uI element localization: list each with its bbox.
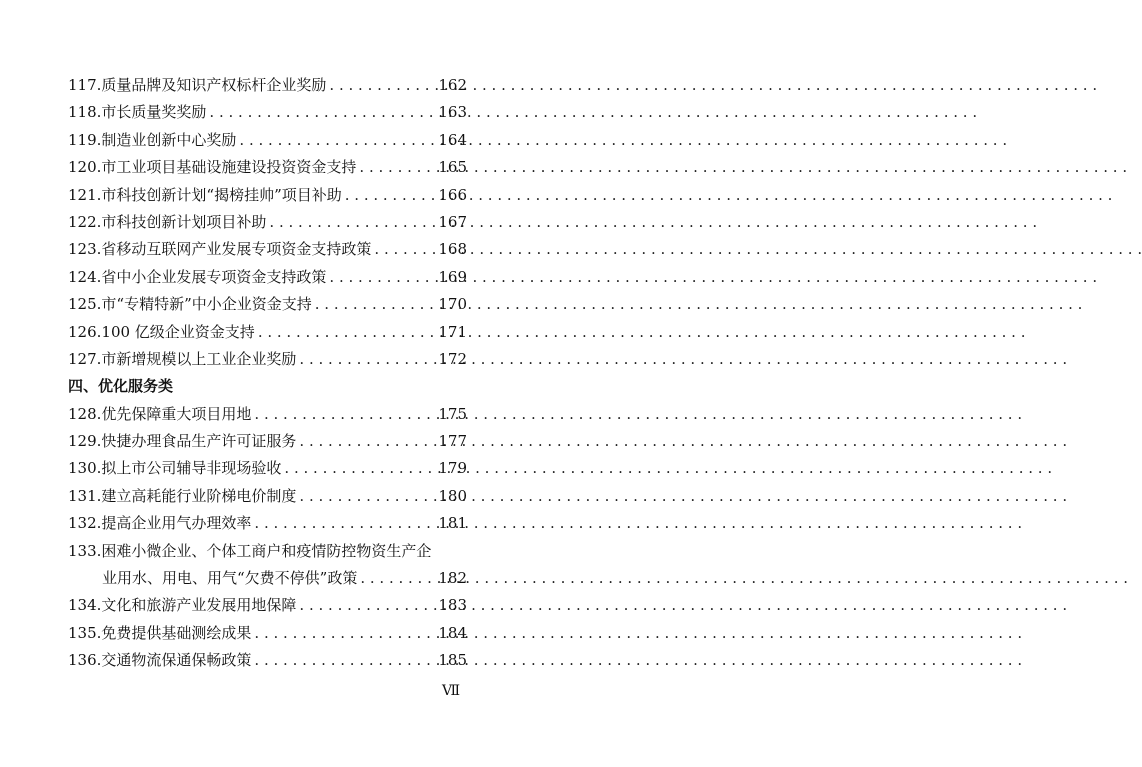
toc-entry-page: 162 — [438, 76, 467, 94]
toc-entry-number: 124. — [68, 267, 102, 286]
toc-entry-120 — [68, 154, 467, 181]
section-heading: 四、优化服务类 — [68, 377, 174, 396]
toc-entry-122 — [68, 209, 467, 236]
toc-entry-page: 183 — [438, 596, 467, 615]
toc-entry-126 — [68, 319, 467, 346]
toc-entry-number: 119. — [68, 130, 102, 149]
toc-entry-title: 市工业项目基础设施建设投资资金支持 — [101, 158, 357, 177]
toc-entry-title: 市“专精特新”中小企业资金支持 — [101, 295, 312, 314]
toc-entry-131 — [68, 483, 467, 510]
toc-entry-number: 120. — [68, 158, 102, 177]
toc-entry-title: 困难小微企业、个体工商户和疫情防控物资生产企 — [101, 541, 432, 560]
toc-entry-title: 市长质量奖奖励 — [101, 103, 207, 122]
toc-entry-number: 122. — [68, 212, 102, 231]
dot-leader — [296, 428, 438, 455]
toc-entry-number: 117. — [68, 76, 102, 94]
toc-entry-page: 167 — [438, 212, 467, 231]
toc-entry-title: 省移动互联网产业发展专项资金支持政策 — [101, 240, 372, 259]
dot-leader — [281, 455, 438, 482]
dot-leader — [326, 72, 438, 99]
toc-entry-page: 185 — [438, 651, 467, 670]
toc-entry-number: 118. — [68, 103, 102, 122]
toc-entry-title: 交通物流保通保畅政策 — [101, 651, 252, 670]
toc-entry-number: 121. — [68, 185, 102, 204]
toc-entry-title: 100 亿级企业资金支持 — [101, 322, 255, 341]
toc-entry-117 — [68, 72, 467, 99]
toc-entry-title: 快捷办理食品生产许可证服务 — [101, 432, 297, 451]
toc-entry-129 — [68, 428, 467, 455]
toc-entry-page: 166 — [438, 185, 467, 204]
toc-entry-title: 市科技创新计划项目补助 — [101, 212, 267, 231]
toc-entry-125 — [68, 291, 467, 318]
toc-entry-title: 提高企业用气办理效率 — [101, 514, 252, 533]
dot-leader — [251, 620, 438, 647]
dot-leader — [255, 319, 439, 346]
dot-leader — [236, 127, 438, 154]
toc-entry-121 — [68, 182, 467, 209]
dot-leader — [356, 154, 438, 181]
dot-leader — [251, 401, 438, 428]
toc-entry-title-continued: 业用水、用电、用气“欠费不停供”政策 — [102, 569, 358, 588]
toc-entry-number: 135. — [68, 623, 102, 642]
dot-leader — [296, 483, 438, 510]
toc-entry-number: 128. — [68, 404, 102, 423]
toc-entry-number: 125. — [68, 295, 102, 314]
toc-entry-136 — [68, 647, 467, 674]
toc-entry-124 — [68, 264, 467, 291]
toc-entry-page: 164 — [438, 130, 467, 149]
toc-entry-page: 168 — [438, 240, 467, 259]
toc-entry-number: 129. — [68, 432, 102, 451]
dot-leader — [251, 647, 438, 674]
toc-entry-title: 拟上市公司辅导非现场验收 — [101, 459, 282, 478]
toc-entry-number: 136. — [68, 651, 102, 670]
toc-entry-number: 132. — [68, 514, 102, 533]
toc-entry-page: 165 — [438, 158, 467, 177]
toc-entry-page: 182 — [438, 569, 467, 588]
dot-leader — [342, 182, 439, 209]
toc-entry-page: 170 — [438, 295, 467, 314]
toc-entry-page: 179 — [438, 459, 467, 478]
toc-entry-127 — [68, 346, 467, 373]
toc-entry-number: 123. — [68, 240, 102, 259]
toc-entry-133-line1 — [68, 538, 467, 565]
toc-entry-number: 134. — [68, 596, 102, 615]
dot-leader — [266, 209, 438, 236]
toc-entry-132 — [68, 510, 467, 537]
toc-entry-title: 文化和旅游产业发展用地保障 — [101, 596, 297, 615]
toc-entry-title: 质量品牌及知识产权标杆企业奖励 — [101, 76, 327, 94]
toc-entry-title: 市新增规模以上工业企业奖励 — [101, 349, 297, 368]
page-folio-number: Ⅶ — [442, 684, 462, 699]
dot-leader — [251, 510, 438, 537]
toc-entry-title: 优先保障重大项目用地 — [101, 404, 252, 423]
toc-entry-title: 建立高耗能行业阶梯电价制度 — [101, 486, 297, 505]
toc-entry-number: 131. — [68, 486, 102, 505]
toc-entry-page: 175 — [438, 404, 467, 423]
toc-entry-128 — [68, 401, 467, 428]
toc-entry-123 — [68, 236, 467, 263]
dot-leader — [206, 99, 438, 126]
toc-entry-134 — [68, 592, 467, 619]
toc-entry-page: 177 — [438, 432, 467, 451]
dot-leader — [296, 592, 438, 619]
toc-entry-130 — [68, 455, 467, 482]
dot-leader — [312, 291, 439, 318]
toc-entry-133-line2 — [68, 565, 467, 592]
toc-entry-page: 184 — [438, 623, 467, 642]
toc-entry-number: 127. — [68, 349, 102, 368]
toc-entry-number: 126. — [68, 322, 102, 341]
document-page — [0, 0, 528, 767]
toc-entry-number: 133. — [68, 541, 102, 560]
toc-entry-title: 制造业创新中心奖励 — [101, 130, 237, 149]
toc-entry-page: 163 — [438, 103, 467, 122]
dot-leader — [371, 236, 438, 263]
toc-entry-title: 免费提供基础测绘成果 — [101, 623, 252, 642]
dot-leader — [296, 346, 438, 373]
toc-entry-number: 130. — [68, 459, 102, 478]
toc-entry-page: 180 — [438, 486, 467, 505]
table-of-contents — [68, 72, 467, 675]
toc-entry-page: 172 — [438, 349, 467, 368]
toc-entry-title: 市科技创新计划“揭榜挂帅”项目补助 — [101, 185, 342, 204]
toc-entry-page: 169 — [438, 267, 467, 286]
dot-leader — [357, 565, 438, 592]
toc-entry-118 — [68, 99, 467, 126]
toc-entry-135 — [68, 620, 467, 647]
toc-entry-119 — [68, 127, 467, 154]
toc-entry-page: 171 — [438, 322, 467, 341]
dot-leader — [326, 264, 438, 291]
toc-entry-page: 181 — [438, 514, 467, 533]
toc-entry-title: 省中小企业发展专项资金支持政策 — [101, 267, 327, 286]
